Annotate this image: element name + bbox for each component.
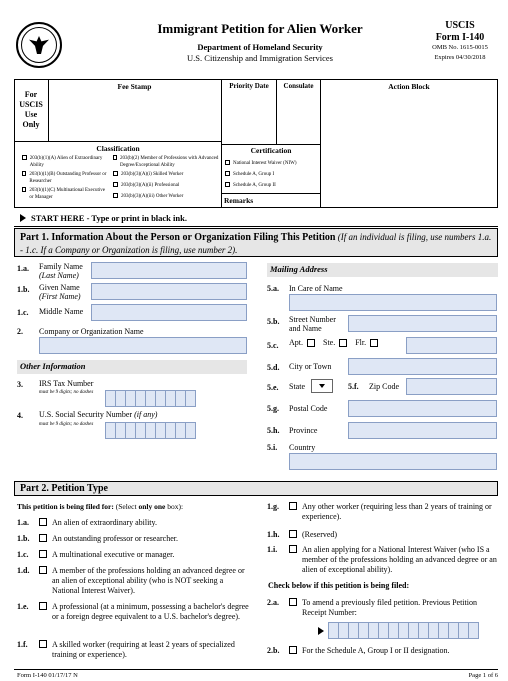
option-checkbox[interactable]: [289, 502, 297, 510]
class-checkbox[interactable]: [113, 155, 117, 160]
footer-form-id: Form I-140 01/17/17 N: [17, 672, 78, 679]
consulate-label: Consulate: [283, 82, 314, 90]
given-name-field[interactable]: [91, 283, 247, 300]
cert-checkbox[interactable]: [225, 171, 230, 176]
agency: U.S. Citizenship and Immigration Services: [187, 53, 333, 63]
irs-hint: must be 9 digits; no dashes: [39, 390, 94, 395]
part2-header: Part 2. Petition Type: [14, 481, 498, 496]
province-label: Province: [289, 426, 318, 435]
classification-right: 203(b)(2) Member of Professions with Advanced Degree/Exceptional Ability 203(b)(3)(A)(i) Skilled Worker 203(b)(3)(A)(ii) Professional 203(b)(3)(A)(iii) Other Worker: [113, 155, 220, 204]
company-label: Company or Organization Name: [39, 327, 144, 336]
action-block-label: Action Block: [388, 82, 430, 91]
arrow-icon: [318, 627, 324, 635]
company-field[interactable]: [39, 337, 247, 354]
petition-option: 1.i. An alien applying for a National Interest Waiver (who IS a member of the professions holding an advanced degree or an alien of exceptional ability).: [267, 545, 497, 574]
apt-checkbox[interactable]: [307, 339, 315, 347]
family-name-field[interactable]: [91, 262, 247, 279]
check-below-heading: Check below if this petition is being filed:: [268, 581, 410, 590]
option-checkbox[interactable]: [39, 550, 47, 558]
country-label: Country: [289, 443, 316, 452]
option-checkbox[interactable]: [39, 602, 47, 610]
option-checkbox[interactable]: [39, 640, 47, 648]
irs-digit-boxes[interactable]: [105, 390, 195, 407]
remarks-label: Remarks: [224, 196, 254, 205]
class-checkbox[interactable]: [113, 193, 118, 198]
field-num: 5.b.: [267, 317, 280, 326]
province-field[interactable]: [348, 422, 497, 439]
dhs-seal: [16, 22, 62, 68]
field-num: 5.f.: [348, 382, 359, 391]
ssn-digit-boxes[interactable]: [105, 422, 195, 439]
agency-code: USCIS: [445, 20, 475, 31]
amend-checkbox[interactable]: [289, 598, 297, 606]
cert-checkbox[interactable]: [225, 182, 230, 187]
eagle-icon: [29, 36, 49, 54]
option-checkbox[interactable]: [39, 534, 47, 542]
field-num: 5.e.: [267, 383, 279, 392]
ssn-label: U.S. Social Security Number (if any): [39, 410, 158, 419]
option-checkbox[interactable]: [289, 545, 297, 553]
option-checkbox[interactable]: [39, 518, 47, 526]
petition-option: 1.a. An alien of extraordinary ability.: [17, 518, 157, 527]
ste-checkbox[interactable]: [339, 339, 347, 347]
zip-label: Zip Code: [369, 382, 399, 391]
class-checkbox[interactable]: [22, 155, 27, 160]
form-title: Immigrant Petition for Alien Worker: [157, 21, 363, 36]
part2-intro: This petition is being filed for: (Select only one box):: [17, 502, 184, 511]
amend-option: 2.a. To amend a previously filed petition. Previous Petition Receipt Number:: [267, 598, 477, 617]
care-of-label: In Care of Name: [289, 284, 343, 293]
classification-label: Classification: [96, 144, 140, 153]
irs-label: IRS Tax Number: [39, 379, 94, 388]
postal-field[interactable]: [348, 400, 497, 417]
petition-option: 1.f. A skilled worker (requiring at least 2 years of specialized training or experience).: [17, 640, 235, 659]
petition-option: 1.g. Any other worker (requiring less than 2 years of training or experience).: [267, 502, 492, 521]
field-num: 5.c.: [267, 341, 279, 350]
petition-option: 1.b. An outstanding professor or researcher.: [17, 534, 178, 543]
zip-field[interactable]: [406, 378, 497, 395]
expiration: Expires 04/30/2018: [434, 54, 486, 61]
city-field[interactable]: [348, 358, 497, 375]
field-num: 1.a.: [17, 264, 29, 273]
given-name-label: Given Name (First Name): [39, 283, 81, 301]
postal-label: Postal Code: [289, 404, 328, 413]
field-num: 2.: [17, 327, 23, 336]
option-checkbox[interactable]: [289, 530, 297, 538]
family-name-label: Family Name (Last Name): [39, 262, 83, 280]
field-num: 4.: [17, 411, 23, 420]
field-num: 5.d.: [267, 363, 280, 372]
unit-type: Apt. Ste. Flr.: [289, 338, 378, 347]
middle-name-field[interactable]: [91, 304, 247, 321]
arrow-icon: [20, 214, 26, 222]
petition-option: 1.e. A professional (at a minimum, possessing a bachelor's degree or a foreign degree equivalent to a U.S. bachelor's degree).: [17, 602, 249, 621]
other-info-heading: Other Information: [17, 360, 247, 374]
start-here: START HERE - Type or print in black ink.: [20, 213, 187, 223]
schedule-a-checkbox[interactable]: [289, 646, 297, 654]
form-number: Form I-140: [435, 32, 485, 43]
certification-label: Certification: [250, 146, 292, 155]
ssn-hint: must be 9 digits; no dashes: [39, 422, 94, 427]
field-num: 5.h.: [267, 426, 280, 435]
part1-header: Part 1. Information About the Person or Organization Filing This Petition (If an individual is filing, use numbers 1.a. - 1.c. If a Company or Organization is filing, use number 2).: [14, 228, 498, 257]
petition-option: 1.d. A member of the professions holding an advanced degree or an alien of exceptional ability (who is NOT seeking a National Interest Waiver).: [17, 566, 245, 595]
street-field[interactable]: [348, 315, 497, 332]
petition-option: 1.c. A multinational executive or manager.: [17, 550, 175, 559]
class-checkbox[interactable]: [22, 171, 26, 176]
field-num: 5.g.: [267, 404, 279, 413]
petition-option: 1.h. (Reserved): [267, 530, 338, 539]
department: Department of Homeland Security: [197, 42, 323, 52]
field-num: 5.a.: [267, 284, 279, 293]
footer-page-number: Page 1 of 6: [468, 672, 498, 679]
state-select[interactable]: [311, 379, 333, 393]
omb-number: OMB No. 1615-0015: [432, 44, 488, 51]
care-of-field[interactable]: [289, 294, 497, 311]
field-num: 1.b.: [17, 285, 30, 294]
middle-name-label: Middle Name: [39, 307, 84, 316]
schedule-a-option: 2.b. For the Schedule A, Group I or II designation.: [267, 646, 450, 655]
certification-list: National Interest Waiver (NIW) Schedule A, Group I Schedule A, Group II: [225, 160, 320, 193]
priority-date-label: Priority Date: [229, 82, 269, 90]
class-checkbox[interactable]: [22, 187, 26, 192]
unit-number-field[interactable]: [406, 337, 497, 354]
chevron-down-icon: [319, 384, 325, 388]
city-label: City or Town: [289, 362, 332, 371]
flr-checkbox[interactable]: [370, 339, 378, 347]
cert-checkbox[interactable]: [225, 160, 230, 165]
country-field[interactable]: [289, 453, 497, 470]
fee-stamp-label: Fee Stamp: [117, 82, 152, 91]
class-checkbox[interactable]: [113, 182, 118, 187]
class-checkbox[interactable]: [113, 171, 118, 176]
classification-left: 203(b)(1)(A) Alien of Extraordinary Ability 203(b)(1)(B) Outstanding Professor or Researcher 203(b)(1)(C) Multinational Executive or Manager: [22, 155, 110, 203]
field-num: 1.c.: [17, 308, 29, 317]
street-label: Street Number and Name: [289, 315, 336, 333]
field-num: 3.: [17, 380, 23, 389]
mailing-heading: Mailing Address: [267, 263, 498, 277]
for-use-only: For USCIS Use Only: [19, 90, 43, 129]
receipt-number-boxes[interactable]: [328, 622, 478, 639]
state-label: State: [289, 382, 305, 391]
field-num: 5.i.: [267, 443, 278, 452]
option-checkbox[interactable]: [39, 566, 47, 574]
